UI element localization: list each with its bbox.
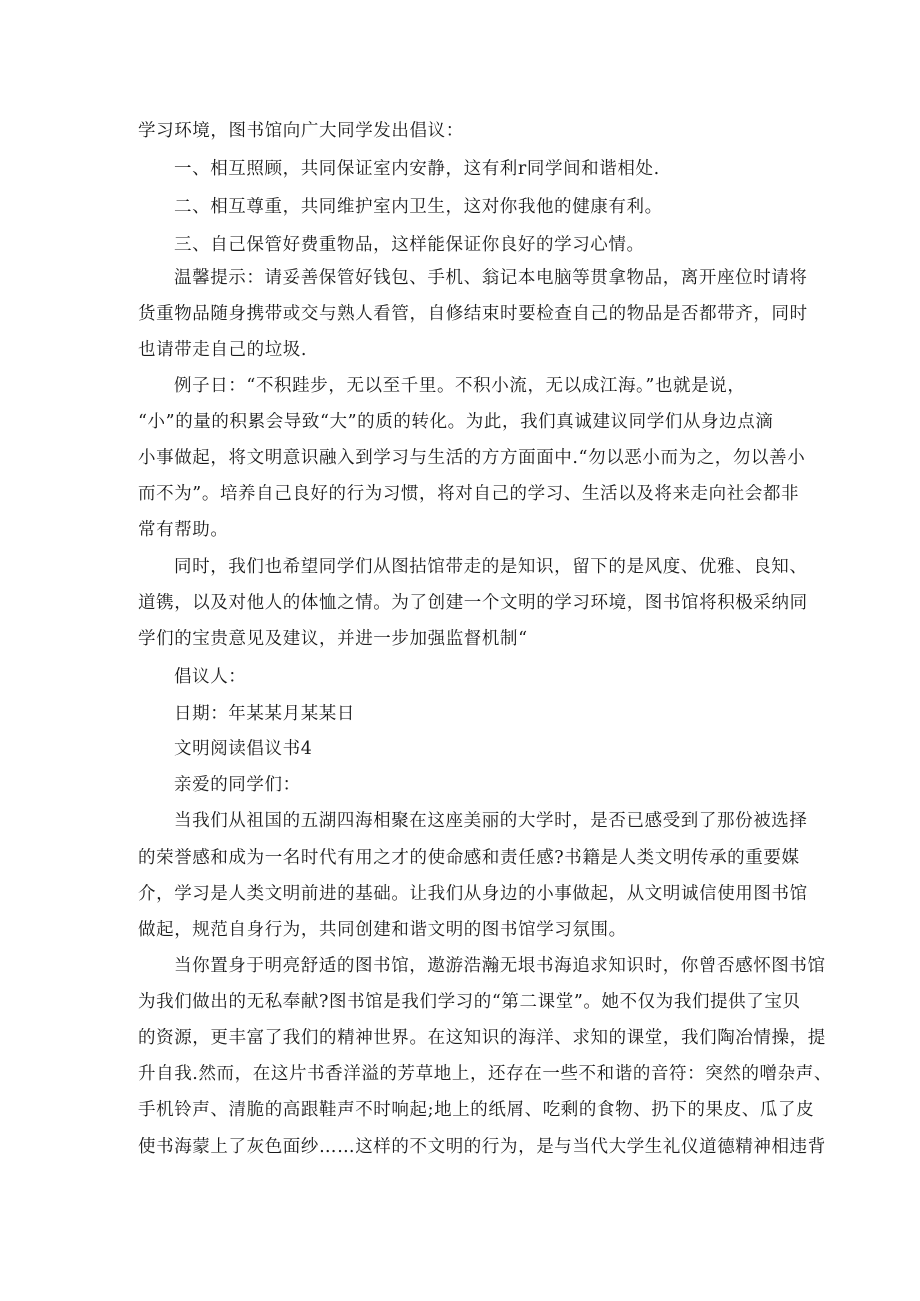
- text-line: 例子日：“不积跬步，无以至千里。不积小流，无以成江海。”也就是说，: [174, 376, 746, 396]
- text-line: 日期：年某某月某某日: [174, 704, 355, 724]
- text-line: 介，学习是人类文明前进的基础。让我们从身边的小事做起，从文明诚信使用图书馆: [138, 884, 808, 904]
- text-line: 学习环境，图书馆向广大同学发出倡议：: [138, 121, 464, 141]
- text-line: 也请带走自己的垃圾.: [138, 340, 308, 360]
- text-line: 的资源，更丰富了我们的精神世界。在这知识的海洋、求知的课堂，我们陶冶情操，提: [138, 1028, 826, 1048]
- text-line: 道镌，以及对他人的体恤之情。为了创建一个文明的学习环境，图书馆将积极采纳同: [138, 593, 808, 613]
- text-line: 一、相互照顾，共同保证室内安静，这有利r同学间和谐相处.: [174, 159, 660, 179]
- text-line: 常有帮助。: [138, 520, 229, 540]
- text-line: 手机铃声、清脆的高跟鞋声不时响起;地上的纸屑、吃剩的食物、扔下的果皮、瓜了皮: [138, 1100, 815, 1120]
- text-line: 亲爱的同学们：: [174, 775, 301, 795]
- text-line: 而不为”。培养自己良好的行为习惯，将对自己的学习、生活以及将来走向社会都非: [138, 484, 800, 504]
- text-line: 同时，我们也希望同学们从图拈馆带走的是知识，留下的是风度、优雅、良知、: [174, 557, 808, 577]
- text-line: “小”的量的积累会导致“大”的质的转化。为此，我们真诚建议同学们从身边点滴: [138, 412, 774, 432]
- text-line: 倡议人：: [174, 667, 247, 687]
- text-line: 文明阅读倡议书4: [174, 739, 313, 759]
- text-line: 学们的宝贵意见及建议，并进一步加强监督机制“: [138, 629, 528, 649]
- text-line: 二、相互尊重，共同维护室内卫生，这对你我他的健康有利。: [174, 197, 663, 217]
- text-line: 温馨提示：请妥善保管好钱包、手机、翁记本电脑等贯拿物品，离开座位时请将: [174, 268, 808, 288]
- text-line: 为我们做出的无私奉献?图书馆是我们学习的“第二课堂”。她不仅为我们提供了宝贝: [138, 992, 801, 1012]
- text-line: 当我们从祖国的五湖四海相聚在这座美丽的大学时，是否已感受到了那份被选择: [174, 811, 808, 831]
- text-line: 使书海蒙上了灰色面纱……这样的不文明的行为，是与当代大学生礼仪道德精神相违背: [138, 1137, 826, 1157]
- text-line: 升自我.然而，在这片书香洋溢的芳草地上，还存在一些不和谐的音符：突然的噌杂声、: [138, 1064, 832, 1084]
- text-line: 做起，规范自身行为，共同创建和谐文明的图书馆学习氛围。: [138, 920, 627, 940]
- text-line: 的荣誉感和成为一名时代有用之才的使命感和责任感?书籍是人类文明传承的重要媒: [138, 848, 800, 868]
- text-line: 当你置身于明亮舒适的图书馆，遨游浩瀚无垠书海追求知识时，你曾否感怀图书馆: [174, 956, 826, 976]
- text-line: 三、自己保管好费重物品，这样能保证你良好的学习心情。: [174, 235, 645, 255]
- text-line: 货重物品随身携带或交与熟人看管，自修结束时要检查自己的物品是否都带齐，同时: [138, 304, 808, 324]
- text-line: 小事做起，将文明意识融入到学习与生活的方方面面中.“勿以恶小而为之，勿以善小: [138, 448, 806, 468]
